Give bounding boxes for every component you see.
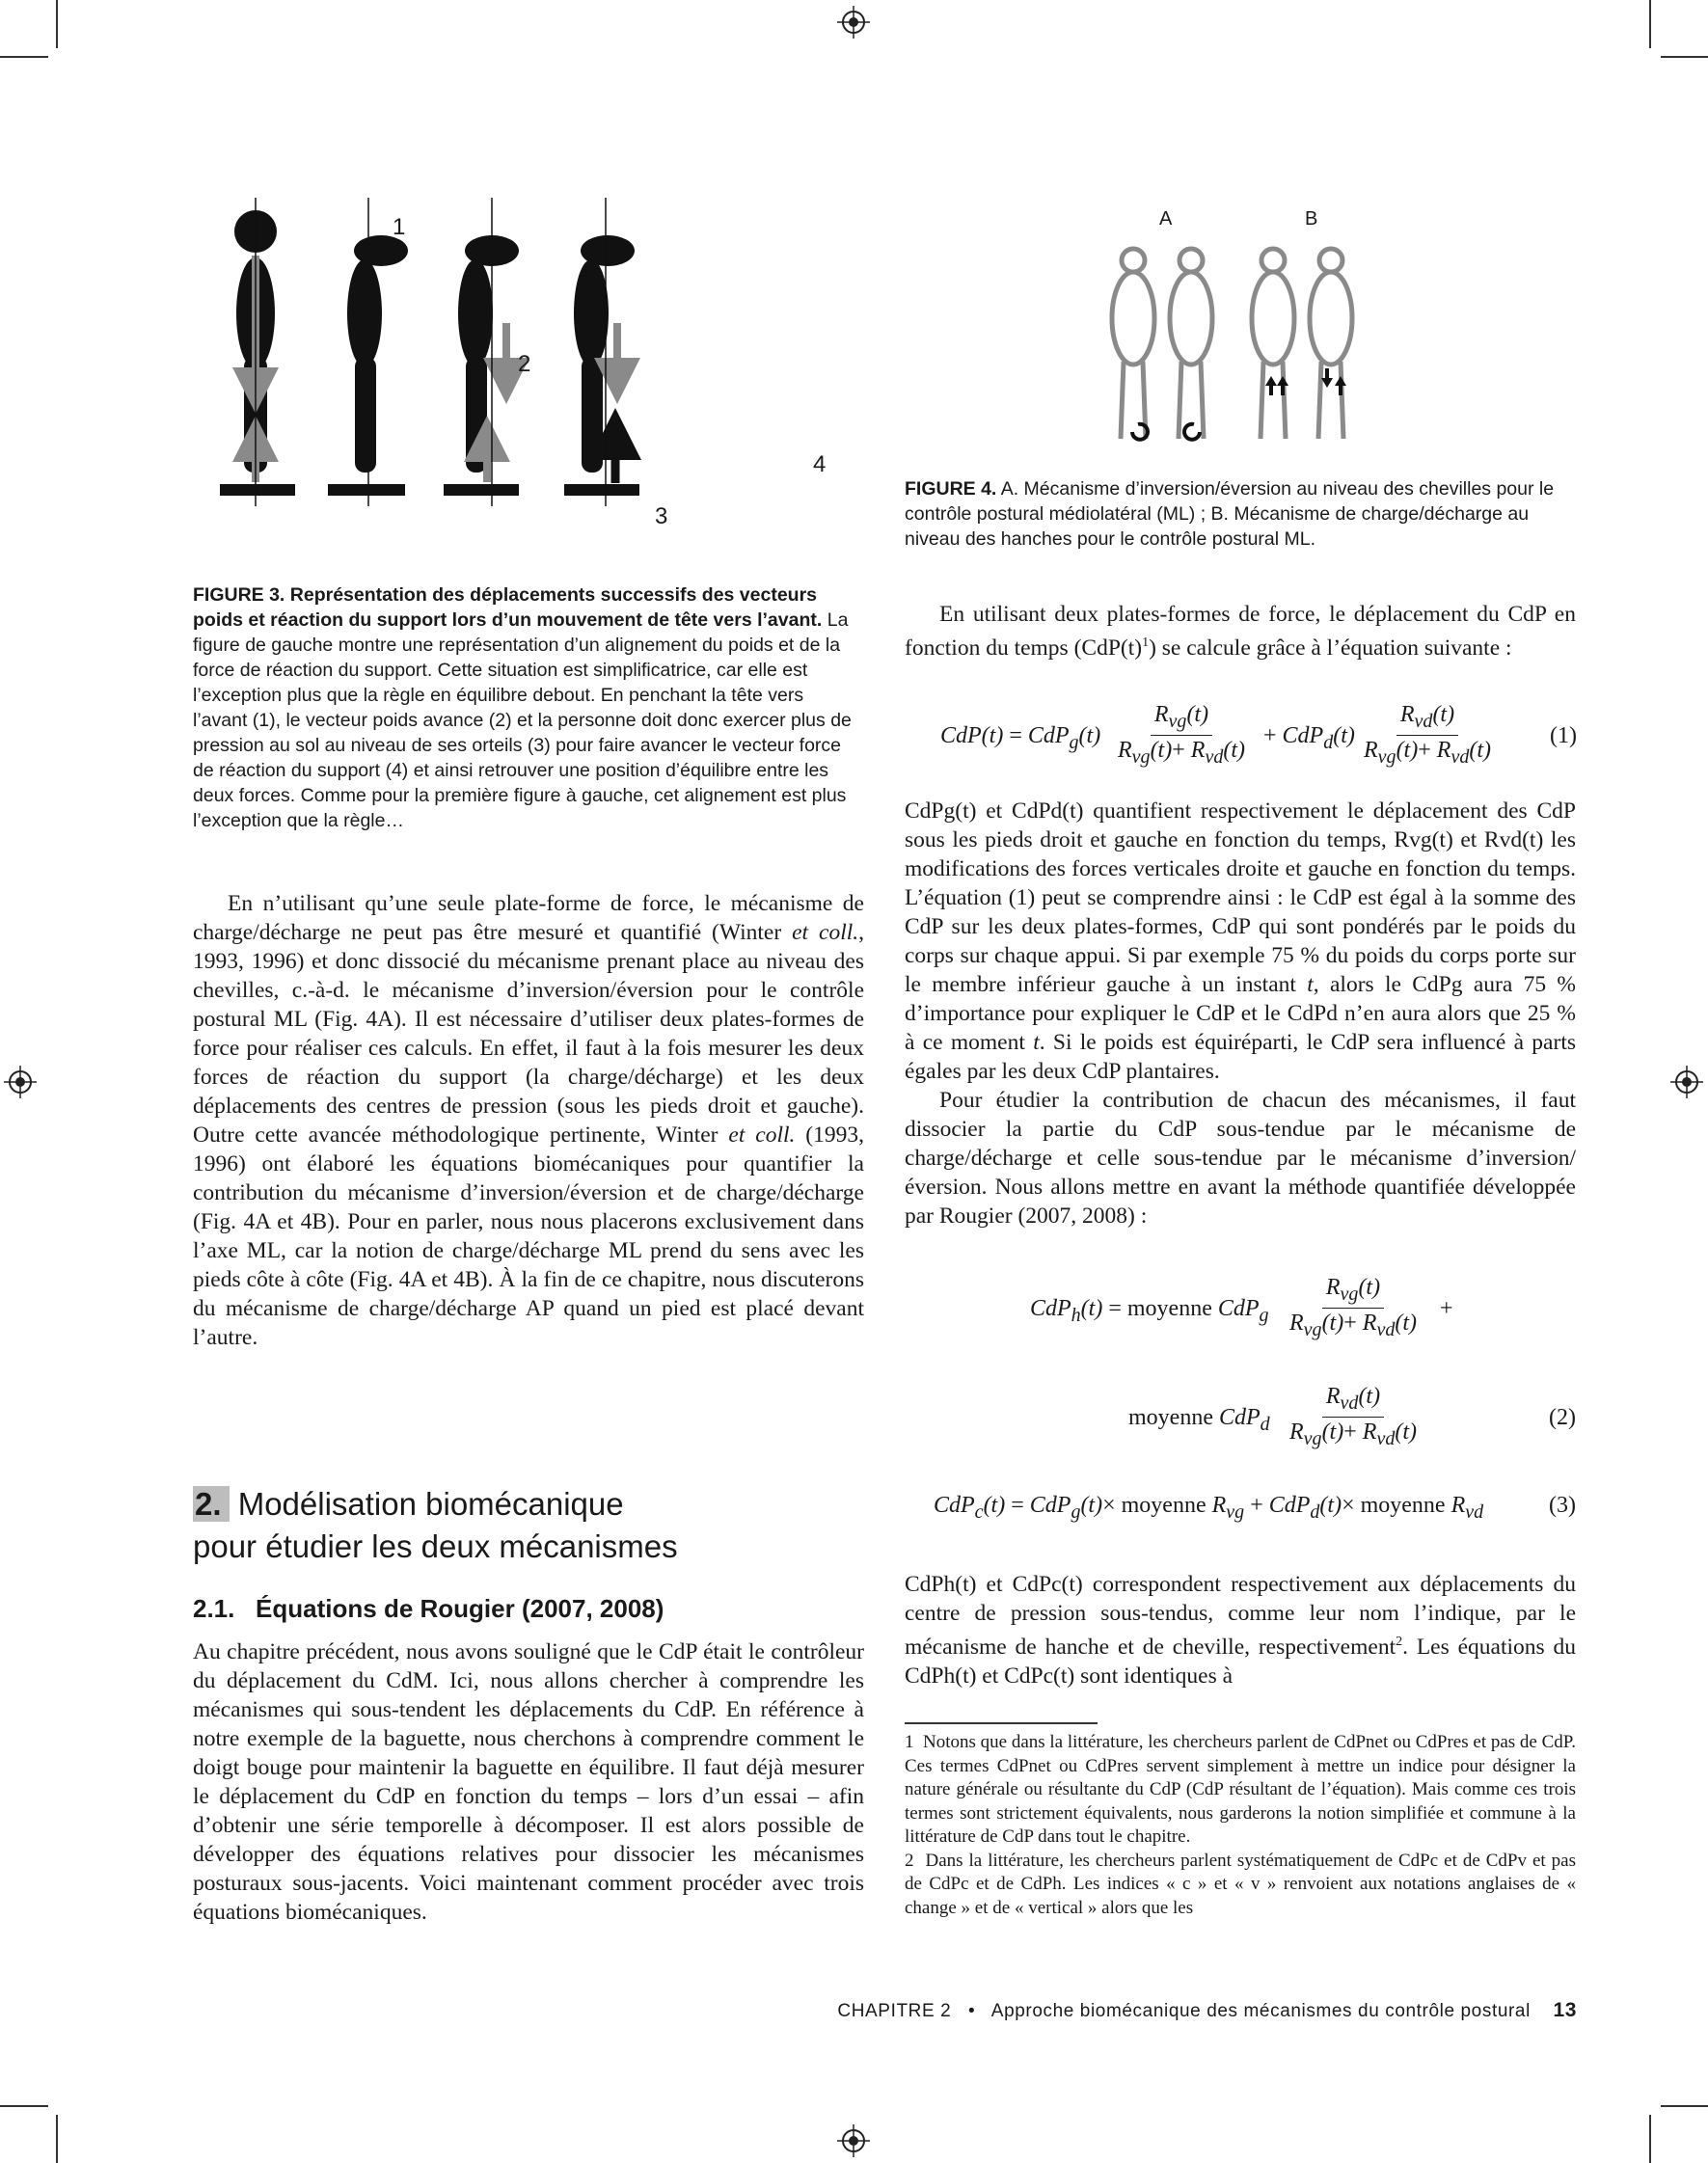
crop-mark <box>1661 56 1708 58</box>
footer-title: Approche biomécanique des mécanismes du contrôle postural <box>990 2001 1531 2021</box>
posture-figure-3 <box>444 198 519 506</box>
crop-mark <box>56 0 58 48</box>
crop-mark <box>56 2115 58 2163</box>
left-paragraph-2: Au chapitre précédent, nous avons souligné que le CdP était le contrôleur du déplacement du CdM. Ici, nous allons chercher à comprendre les mécanismes qui sous-tendent les déplacements du CdP. En référence à notre exemple de la baguette, nous cherchons à comprendre comment le doigt bouge pour maintenir la baguette en équilibre. Il faut déjà mesurer le déplacement du CdP en fonction du temps – lors d’un essai – afin d’obtenir une série temporelle à décomposer. Il est alors possible de développer des équations relatives pour dissocier les mécanismes posturaux sous-jacents. Voici maintenant comment procéder avec trois équations biomécaniques. <box>193 1639 864 1925</box>
equation-3: CdP$_c$(t) = CdP$_g$(t)× moyenne $R_{vg} + CdP_d(t)\times$ moyenne $R_{vd}$ (3) <box>934 1493 1576 1523</box>
registration-mark-icon <box>837 2124 870 2157</box>
equation-1: CdP(t) = CdP$_g$(t) $R_{vg}(t)$ $R_{vg}(t)+ R_{vd}(t)$ + CdP$_d$(t) $R_{vd}(t)$ $R_{vg}(t)+ R_{vd}(t)$ (1) <box>940 702 1577 768</box>
figure-3-label-3: 3 <box>655 503 668 529</box>
figure-3-label-4: 4 <box>813 451 827 477</box>
rotation-arrow-icon <box>1184 424 1200 440</box>
equation-3-number: (3) <box>1549 1493 1576 1518</box>
subsection-heading <box>193 1594 664 1624</box>
section-title-line-1: Modélisation biomécanique <box>237 1486 624 1522</box>
footnote-rule <box>905 1722 1098 1724</box>
page-number: 13 <box>1553 1999 1577 2021</box>
right-paragraph-2: CdPg(t) et CdPd(t) quantifient respectivement le déplacement des CdP sous les pieds droit et gauche en fonction du temps, Rvg(t) et Rvd(t) les modifications des forces verticales droite et gauche en fonction du temps. L’équation (1) peut se comprendre ainsi : le CdP est égal à la somme des CdP sur les deux plates-formes, CdP qui sont pondérés par le poids du corps sur chaque appui. Si par exemple 75 % du poids du corps porte sur le membre inférieur gauche à un instant t, alors le CdPg aura 75 % d’importance pour expliquer le CdP et le CdPd n’en aura alors que 25 % à ce moment t. Si le poids est équiréparti, le CdP sera influencé à parts égales par les deux CdP plantaires. Pour étudier la contribution de chacun des mécanismes, il faut dissocier la partie du CdP sous-tendue par le mécanisme de charge/décharge et celle sous-tendue par le mécanisme d’inversion/éversion. Nous allons mettre en avant la méthode quantifiée développée par Rougier (2007, 2008) : <box>905 798 1576 1229</box>
equation-2-number: (2) <box>1549 1405 1576 1430</box>
right-paragraph-4: CdPh(t) et CdPc(t) correspondent respectivement aux déplacements du centre de pression sous-tendus, comme leur nom l’indique, par le mécanisme de hanche et de cheville, respectivement$^2$. Les équations du CdPh(t) et CdPc(t) sont identiques à <box>905 1572 1576 1689</box>
section-heading <box>193 1483 864 1568</box>
stick-figure-b2 <box>1310 249 1352 439</box>
posture-figure-4 <box>564 198 639 506</box>
running-footer <box>837 1999 1577 2022</box>
equation-1-number: (1) <box>1550 723 1577 748</box>
crop-mark <box>1649 0 1651 48</box>
equation-2: CdP$_h$(t) = moyenne CdP$_g$ $R_{vg}(t)$ $R_{vg}(t)+ R_{vd}(t)$ + moyenne CdP$_d$ $R_{vd}(t)$ $R_{vg}(t)+ R_{vd}(t)$ (2) <box>1030 1275 1576 1449</box>
crop-mark <box>1661 2105 1708 2107</box>
posture-figure-1 <box>220 198 295 506</box>
figure-3-illustration <box>212 198 694 530</box>
section-title-line-2: pour étudier les deux mécanismes <box>193 1528 678 1564</box>
figure-4-caption-text: A. Mécanisme d’inversion/éversion au niveau des chevilles pour le contrôle postural médiolatéral (ML) ; B. Mécanisme de charge/décharge au niveau des hanches pour le contrôle postural ML. <box>905 478 1555 550</box>
crop-mark <box>0 56 48 58</box>
section-number: 2. <box>193 1486 230 1522</box>
figure-4-caption <box>905 476 1560 552</box>
figure-4-label-b: B <box>1305 208 1318 230</box>
right-paragraph-1: En utilisant deux plates-formes de force, le déplacement du CdP en fonction du temps $(CdP(t)^1)$ se calcule grâce à l’équation suivante : <box>905 602 1576 661</box>
arrow-up-icon <box>1335 376 1346 395</box>
figure-3-caption <box>193 582 858 833</box>
arrow-up-icon <box>1277 376 1288 395</box>
footnotes <box>905 1731 1576 1920</box>
footer-chapter: CHAPITRE 2 <box>837 2001 952 2021</box>
stick-figure-b1 <box>1252 249 1294 439</box>
stick-figure-a1 <box>1112 249 1154 439</box>
registration-mark-icon <box>1670 1066 1703 1098</box>
figure-4-caption-label: FIGURE 4. <box>905 478 997 500</box>
crop-mark <box>0 2105 48 2107</box>
crop-mark <box>1649 2115 1651 2163</box>
figure-3-caption-text: La figure de gauche montre une représentation d’un alignement du poids et de la force de réaction du support. Cette situation est simplificatrice, car elle est l’exception plus que la règle en équilibre debout. En penchant la tête vers l’avant (1), le vecteur poids avance (2) et la personne doit donc exercer plus de pression au sol au niveau de ses orteils (3) pour faire avancer le vecteur force de réaction du support (4) et ainsi retrouver une position d’équilibre entre les deux forces. Comme pour la première figure à gauche, cet alignement est plus l’exception que la règle… <box>193 609 852 831</box>
figure-3-label-1: 1 <box>393 214 406 240</box>
registration-mark-icon <box>837 6 870 39</box>
subsection-title: Équations de Rougier (2007, 2008) <box>256 1594 664 1623</box>
footer-bullet: • <box>967 2001 976 2021</box>
figure-3-caption-label: FIGURE 3. <box>193 584 285 606</box>
figure-4-illustration <box>1099 241 1398 453</box>
footnote-1: 1 Notons que dans la littérature, les chercheurs parlent de CdPnet ou CdPres et pas de CdP. Ces termes CdPnet ou CdPres servent simplement à mettre un indice pour désigner la nature générale ou résultante du CdP (CdP résultant de l’équation). Mais comme ces trois termes sont strictement équivalents, nous garderons la notion simplifiée et commune à la littérature de CdP dans tout le chapitre. <box>905 1732 1576 1847</box>
arrow-up-icon <box>1265 376 1277 395</box>
figure-3-label-2: 2 <box>518 351 531 377</box>
stick-figure-a2 <box>1170 249 1212 439</box>
posture-figure-2 <box>328 198 408 506</box>
figure-3-caption-title: Représentation des déplacements successifs des vecteurs poids et réaction du support lors d’un mouvement de tête vers l’avant. <box>193 584 823 631</box>
subsection-number: 2.1. <box>193 1594 235 1623</box>
registration-mark-icon <box>4 1066 37 1098</box>
left-paragraph-1: En n’utilisant qu’une seule plate-forme de force, le mécanisme de charge/décharge ne peut pas être mesuré et quantifié (Winter et coll., 1993, 1996) et donc dissocié du mécanisme prenant place au niveau des chevilles, c.-à-d. le mécanisme d’inversion/éversion pour le contrôle postural ML (Fig. 4A). Il est nécessaire d’utiliser deux plates-formes de force pour réaliser ces calculs. En effet, il faut à la fois mesurer les deux forces de réaction du support (la charge/décharge) et les deux déplacements des centres de pression (sous les pieds droit et gauche). Outre cette avancée méthodologique pertinente, Winter et coll. (1993, 1996) ont élaboré les équations biomécaniques pour quantifier la contribution du mécanisme d’inversion/éversion et de charge/décharge (Fig. 4A et 4B). Pour en parler, nous nous placerons exclusivement dans l’axe ML, car la notion de charge/décharge ML prend du sens avec les pieds côte à côte (Fig. 4A et 4B). À la fin de ce chapitre, nous discuterons du mécanisme de charge/décharge AP quand un pied est placé devant l’autre. <box>193 891 865 1350</box>
figure-4-label-a: A <box>1159 208 1173 230</box>
footnote-2: 2 Dans la littérature, les chercheurs parlent systématiquement de CdPc et de CdPv et pas de CdPc et de CdPh. Les indices « c » et « v » renvoient aux notations anglaises de « change » et de « vertical » alors que les <box>905 1850 1577 1918</box>
